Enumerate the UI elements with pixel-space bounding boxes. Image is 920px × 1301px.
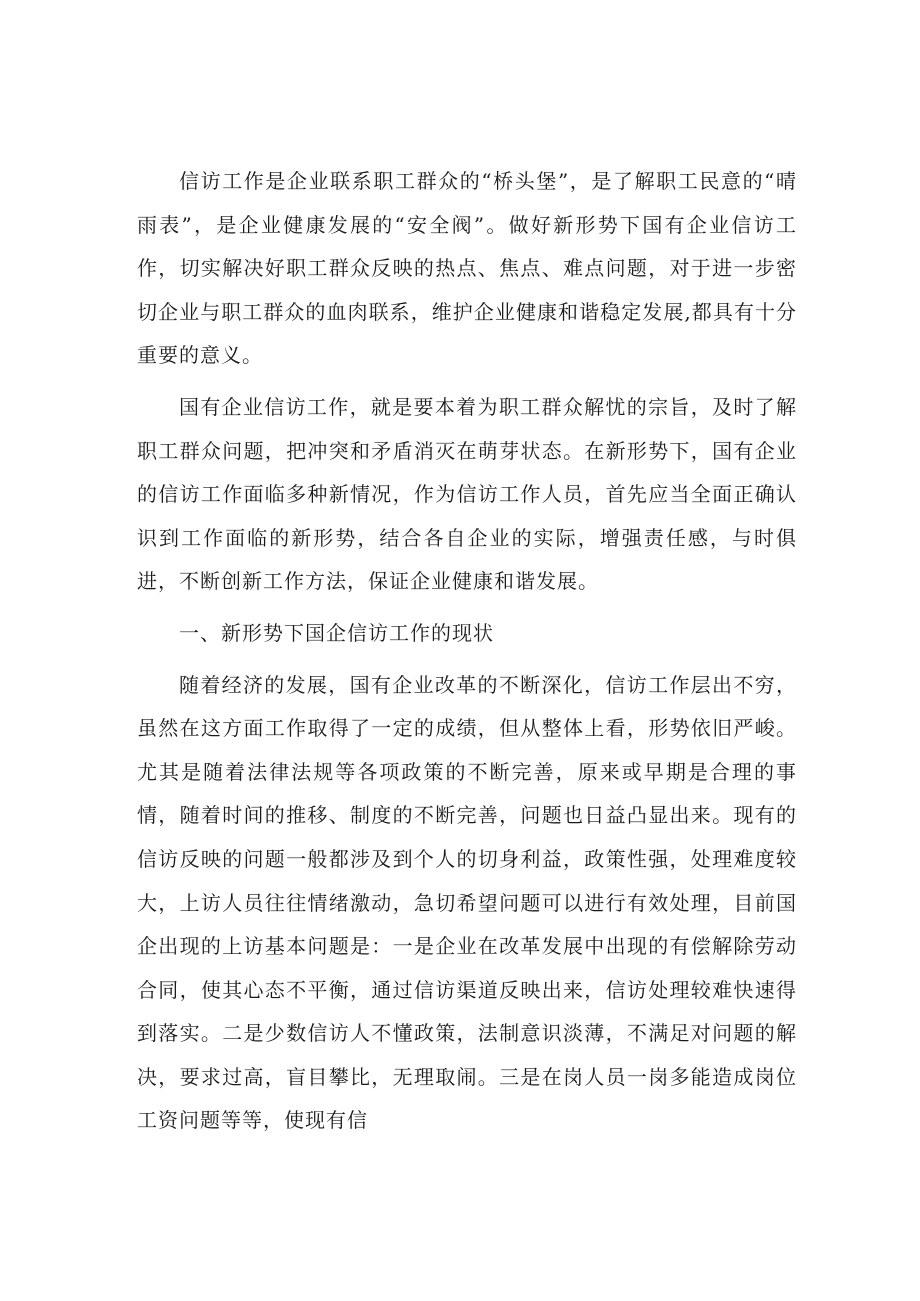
intro-paragraph: 信访工作是企业联系职工群众的“桥头堡”，是了解职工民意的“晴雨表”，是企业健康发展的“安全阀”。做好新形势下国有企业信访工作，切实解决好职工群众反映的热点、焦点、难点问题，对于进一步密切企业与职工群众的血肉联系，维护企业健康和谐稳定发展,都具有十分重要的意义。 bbox=[137, 169, 797, 368]
section-heading: 一、新形势下国企信访工作的现状 bbox=[179, 620, 494, 645]
document-body bbox=[137, 160, 797, 1151]
section-paragraph: 随着经济的发展，国有企业改革的不断深化，信访工作层出不穷，虽然在这方面工作取得了一定的成绩，但从整体上看，形势依旧严峻。尤其是随着法律法规等各项政策的不断完善，原来或早期是合理的事情，随着时间的推移、制度的不断完善，问题也日益凸显出来。现有的信访反映的问题一般都涉及到个人的切身利益，政策性强，处理难度较大，上访人员往往情绪激动，急切希望问题可以进行有效处理，目前国企出现的上访基本问题是：一是企业在改革发展中出现的有偿解除劳动合同，使其心态不平衡，通过信访渠道反映出来，信访处理较难快速得到落实。二是少数信访人不懂政策，法制意识淡薄，不满足对问题的解决，要求过高，盲目攀比，无理取闹。三是在岗人员一岗多能造成岗位工资问题等等，使现有信 bbox=[137, 672, 797, 1133]
purpose-paragraph: 国有企业信访工作，就是要本着为职工群众解忧的宗旨，及时了解职工群众问题，把冲突和矛盾消灭在萌芽状态。在新形势下，国有企业的信访工作面临多种新情况，作为信访工作人员，首先应当全面正确认识到工作面临的新形势，结合各自企业的实际，增强责任感，与时俱进，不断创新工作方法，保证企业健康和谐发展。 bbox=[137, 394, 797, 594]
